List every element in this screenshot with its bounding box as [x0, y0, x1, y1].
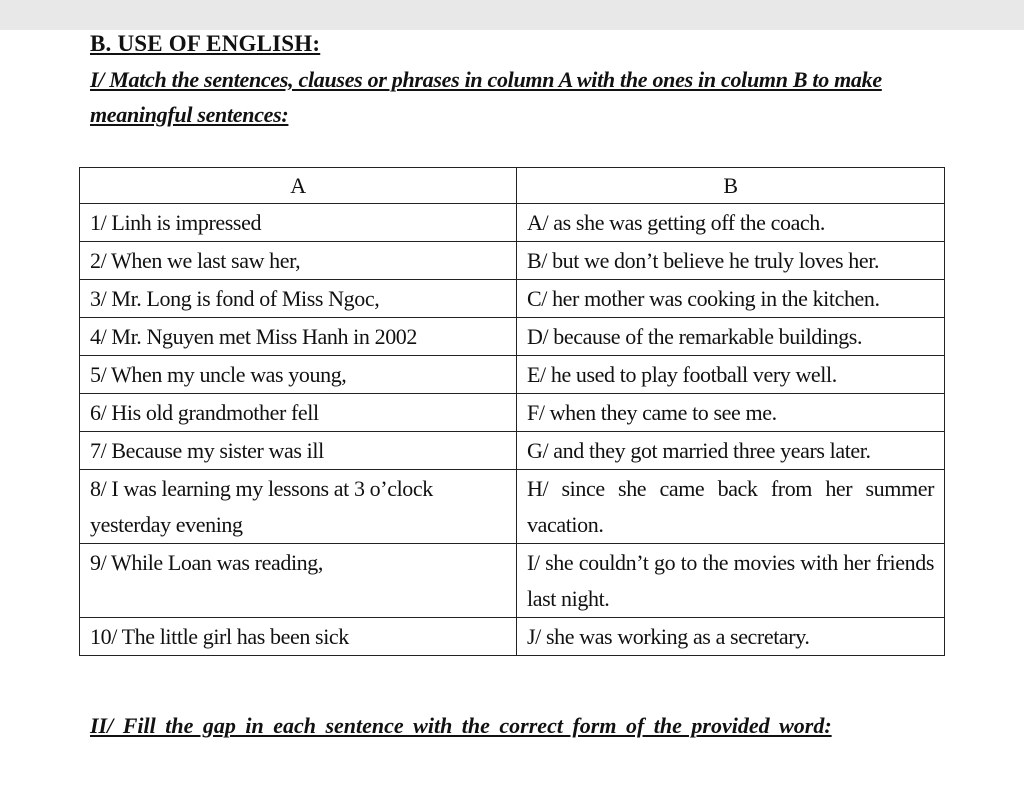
table-row	[80, 318, 945, 356]
column-a-cell: 6/ His old grandmother fell	[80, 394, 517, 432]
column-a-cell: 5/ When my uncle was young,	[80, 356, 517, 394]
part1-instruction: I/ Match the sentences, clauses or phrases in column A with the ones in column B to make meaningful sentences:	[90, 67, 882, 127]
table-row	[80, 204, 945, 242]
column-b-cell: C/ her mother was cooking in the kitchen.	[517, 280, 945, 318]
part2-instruction: II/ Fill the gap in each sentence with the correct form of the provided word:	[90, 713, 832, 738]
column-a-cell: 7/ Because my sister was ill	[80, 432, 517, 470]
section-title: B. USE OF ENGLISH:	[90, 31, 321, 56]
table-row	[80, 394, 945, 432]
column-a-cell: 10/ The little girl has been sick	[80, 618, 517, 656]
table-row	[80, 242, 945, 280]
column-b-header: B	[517, 168, 945, 204]
column-a-cell: 9/ While Loan was reading,	[80, 544, 517, 618]
column-a-cell: 4/ Mr. Nguyen met Miss Hanh in 2002	[80, 318, 517, 356]
column-b-cell: D/ because of the remarkable buildings.	[517, 318, 945, 356]
table-row	[80, 618, 945, 656]
column-b-cell: F/ when they came to see me.	[517, 394, 945, 432]
matching-table	[79, 167, 945, 656]
column-b-cell: J/ she was working as a secretary.	[517, 618, 945, 656]
column-b-cell: I/ she couldn’t go to the movies with her friends last night.	[517, 544, 945, 618]
table-row	[80, 280, 945, 318]
column-a-cell: 2/ When we last saw her,	[80, 242, 517, 280]
column-a-cell: 8/ I was learning my lessons at 3 o’clock yesterday evening	[80, 470, 517, 544]
cropped-text-line	[90, 780, 810, 792]
table-row	[80, 432, 945, 470]
table-row	[80, 356, 945, 394]
column-b-cell: G/ and they got married three years later.	[517, 432, 945, 470]
column-a-cell: 1/ Linh is impressed	[80, 204, 517, 242]
column-b-cell: E/ he used to play football very well.	[517, 356, 945, 394]
table-row	[80, 544, 945, 618]
column-b-cell: A/ as she was getting off the coach.	[517, 204, 945, 242]
header-row	[80, 168, 945, 204]
column-b-cell: H/ since she came back from her summer vacation.	[517, 470, 945, 544]
column-b-cell: B/ but we don’t believe he truly loves her.	[517, 242, 945, 280]
column-a-header: A	[80, 168, 517, 204]
table-row	[80, 470, 945, 544]
column-a-cell: 3/ Mr. Long is fond of Miss Ngoc,	[80, 280, 517, 318]
viewer-top-bar	[0, 0, 1024, 30]
